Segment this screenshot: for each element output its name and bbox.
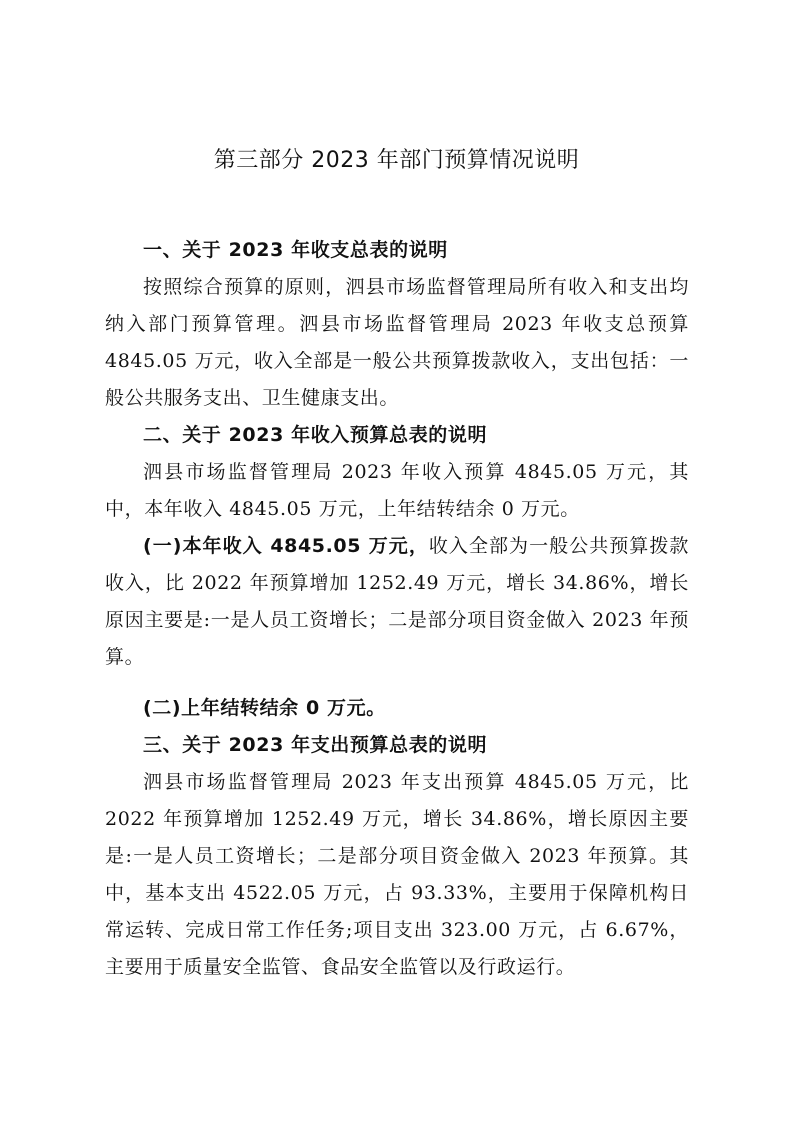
- section-heading-1: 一、关于 2023 年收支总表的说明: [143, 239, 448, 261]
- section-paragraph-1: 按照综合预算的原则，泗县市场监督管理局所有收入和支出均纳入部门预算管理。泗县市场监督管理局 2023 年收支总预算 4845.05 万元，收入全部是一般公共预算拨款收入，支出包括：一般公共服务支出、卫生健康支出。: [105, 276, 689, 409]
- subsection-paragraph-2-1: [105, 528, 689, 676]
- page-title: 第三部分 2023 年部门预算情况说明: [213, 148, 580, 173]
- section-heading-2: 二、关于 2023 年收入预算总表的说明: [143, 424, 488, 446]
- spacer: [105, 676, 689, 690]
- subsection-paragraph-2-2: (二)上年结转结余 0 万元。: [143, 697, 386, 719]
- subsection-lead-2-1: (一)本年收入 4845.05 万元，: [143, 535, 429, 557]
- subsection-text-2-1: 收入全部为一般公共预算拨款收入，比 2022 年预算增加 1252.49 万元，增长 34.86%，增长原因主要是:一是人员工资增长；二是部分项目资金做入 2023 年预算。: [105, 535, 689, 668]
- document-body: [105, 232, 689, 986]
- section-paragraph-3: 泗县市场监督管理局 2023 年支出预算 4845.05 万元，比 2022 年预算增加 1252.49 万元，增长 34.86%，增长原因主要是:一是人员工资增长；二是部分项目资金做入 2023 年预算。其中，基本支出 4522.05 万元，占 93.33%，主要用于保障机构日常运转、完成日常工作任务;项目支出 323.00 万元，占 6.67%，主要用于质量安全监管、食品安全监管以及行政运行。: [105, 771, 689, 978]
- section-heading-3: 三、关于 2023 年支出预算总表的说明: [143, 734, 488, 756]
- section-paragraph-2: 泗县市场监督管理局 2023 年收入预算 4845.05 万元，其中，本年收入 4845.05 万元，上年结转结余 0 万元。: [105, 461, 689, 520]
